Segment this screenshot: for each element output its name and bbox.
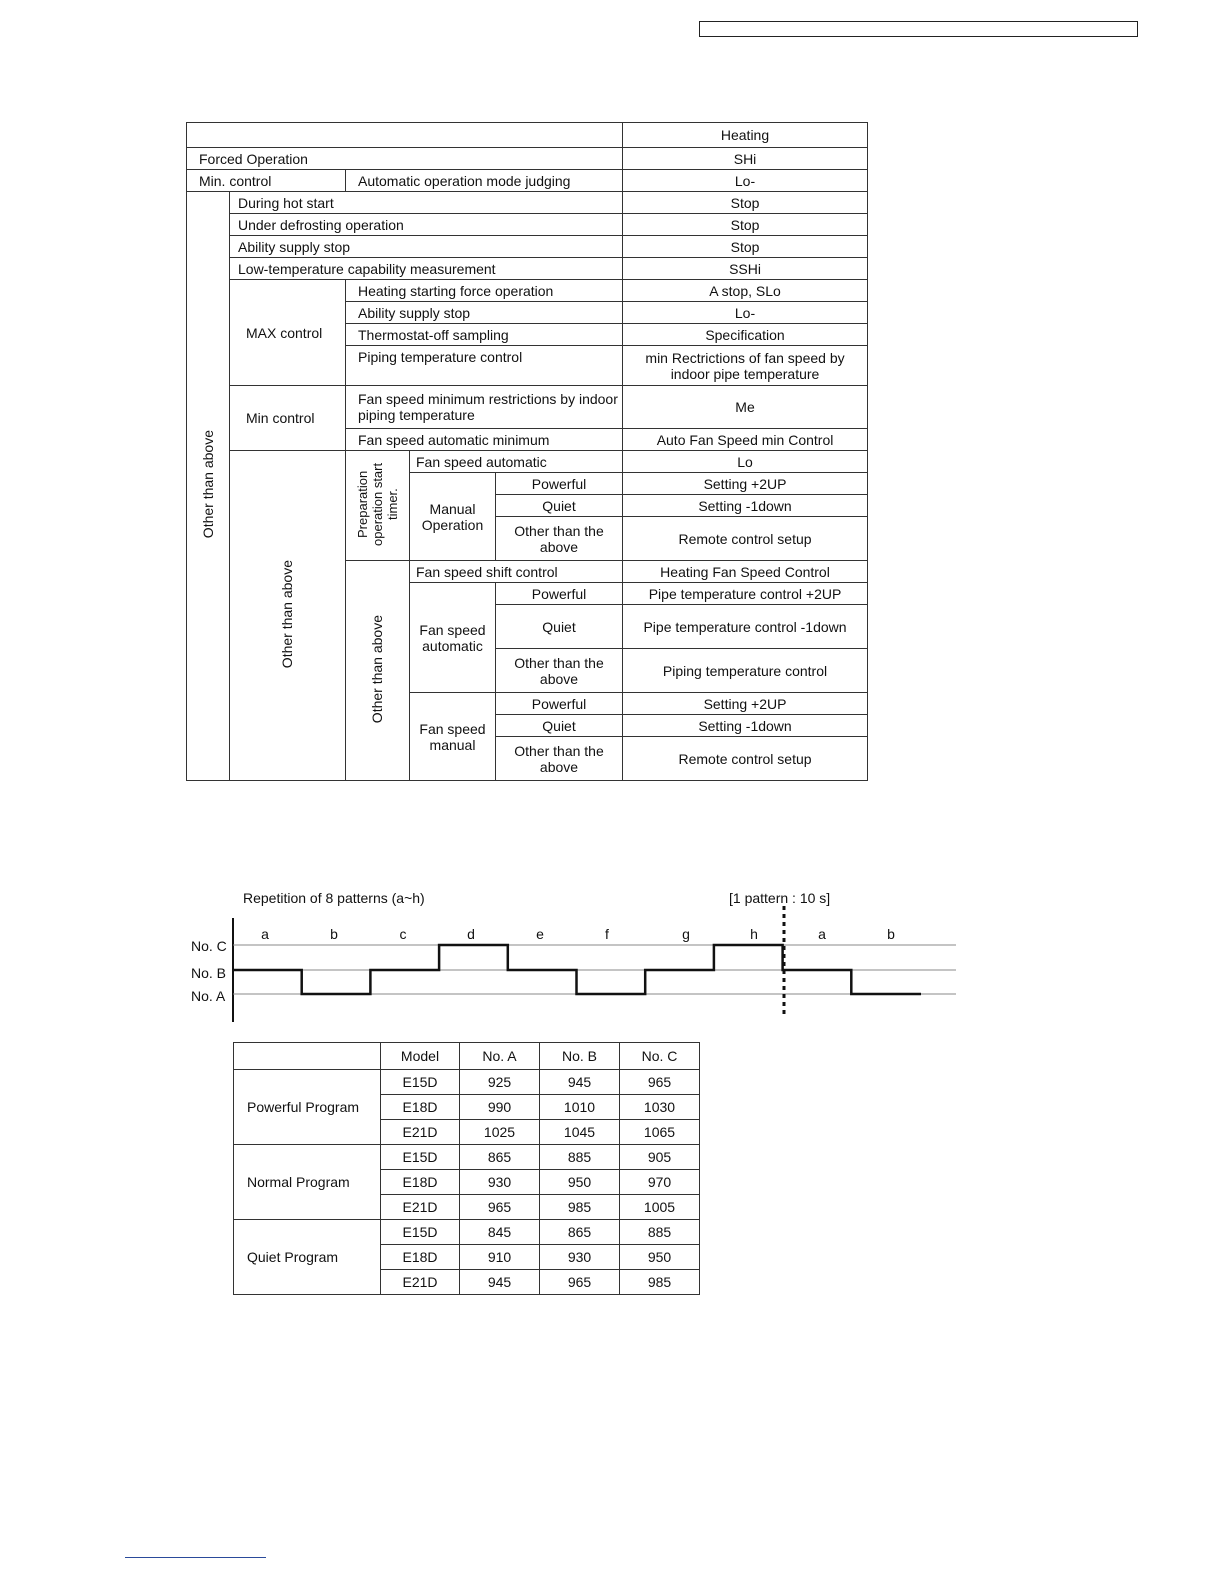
manual-operation-label: Manual Operation — [410, 473, 496, 561]
shift-control-label: Fan speed shift control — [410, 561, 623, 583]
other-than-above-middle-text: Other than above — [279, 559, 295, 669]
auto-row-value: Pipe temperature control +2UP — [623, 583, 868, 605]
pattern-label: h — [750, 926, 758, 942]
cell-no-b: 865 — [540, 1220, 620, 1245]
cell-no-c: 965 — [620, 1070, 700, 1095]
auto-mode-judging-label: Automatic operation mode judging — [346, 170, 623, 192]
cell-no-a: 945 — [460, 1270, 540, 1295]
cell-no-b: 950 — [540, 1170, 620, 1195]
defrost-value: Stop — [623, 214, 868, 236]
manual-row-value: Remote control setup — [623, 517, 868, 561]
level-label-b: No. B — [191, 965, 227, 981]
cell-no-c: 970 — [620, 1170, 700, 1195]
shift-manual-row-value: Setting +2UP — [623, 693, 868, 715]
header-blank — [234, 1043, 381, 1070]
program-name: Normal Program — [234, 1145, 381, 1220]
ability-stop-label: Ability supply stop — [230, 236, 623, 258]
max-row-label: Heating starting force operation — [346, 280, 623, 302]
pattern-period-note: [1 pattern : 10 s] — [729, 890, 831, 906]
header-no-a: No. A — [460, 1043, 540, 1070]
cell-no-c: 1005 — [620, 1195, 700, 1220]
cell-no-b: 885 — [540, 1145, 620, 1170]
cell-no-a: 925 — [460, 1070, 540, 1095]
cell-model: E18D — [381, 1170, 460, 1195]
pattern-label: f — [605, 926, 609, 942]
max-row-value: A stop, SLo — [623, 280, 868, 302]
auto-row-label: Quiet — [496, 605, 623, 649]
preparation-timer-cell — [346, 451, 410, 561]
cell-model: E18D — [381, 1095, 460, 1120]
header-heating: Heating — [623, 123, 868, 148]
shift-manual-row-label: Powerful — [496, 693, 623, 715]
defrost-label: Under defrosting operation — [230, 214, 623, 236]
cell-no-b: 945 — [540, 1070, 620, 1095]
min-control-section-label: Min control — [230, 386, 346, 451]
forced-operation-value: SHi — [623, 148, 868, 170]
fan-pattern-diagram — [0, 880, 1224, 1030]
cell-no-b: 1010 — [540, 1095, 620, 1120]
prep-fan-auto-label: Fan speed automatic — [410, 451, 623, 473]
shift-manual-row-label: Quiet — [496, 715, 623, 737]
max-row-label: Ability supply stop — [346, 302, 623, 324]
level-label-c: No. C — [191, 938, 227, 954]
header-blank — [187, 123, 623, 148]
fan-speed-automatic-label: Fan speed automatic — [410, 583, 496, 693]
cell-no-b: 985 — [540, 1195, 620, 1220]
shift-control-value: Heating Fan Speed Control — [623, 561, 868, 583]
forced-operation-label: Forced Operation — [187, 148, 623, 170]
cell-no-a: 990 — [460, 1095, 540, 1120]
max-row-label: Piping temperature control — [346, 346, 623, 386]
fan-speed-rpm-table — [233, 1042, 700, 1295]
pattern-label: b — [887, 926, 895, 942]
header-box — [699, 21, 1138, 37]
footer-link-underline — [125, 1557, 266, 1558]
cell-no-c: 1030 — [620, 1095, 700, 1120]
shift-manual-row-value: Setting -1down — [623, 715, 868, 737]
other-than-above-outer-text: Other than above — [199, 430, 216, 539]
fan-speed-manual-label: Fan speed manual — [410, 693, 496, 781]
ability-stop-value: Stop — [623, 236, 868, 258]
other-than-above-inner-text: Other than above — [369, 614, 385, 724]
cell-no-c: 1065 — [620, 1120, 700, 1145]
cell-no-b: 930 — [540, 1245, 620, 1270]
cell-no-a: 930 — [460, 1170, 540, 1195]
cell-no-a: 910 — [460, 1245, 540, 1270]
pattern-label: a — [261, 926, 269, 942]
max-row-label: Thermostat-off sampling — [346, 324, 623, 346]
header-no-c: No. C — [620, 1043, 700, 1070]
cell-no-b: 1045 — [540, 1120, 620, 1145]
cell-no-a: 965 — [460, 1195, 540, 1220]
pattern-label: a — [818, 926, 826, 942]
header-model: Model — [381, 1043, 460, 1070]
manual-row-label: Powerful — [496, 473, 623, 495]
max-row-value: min Rectrictions of fan speed by indoor pipe temperature — [623, 346, 868, 386]
other-than-above-outer — [187, 192, 230, 781]
cell-no-c: 950 — [620, 1245, 700, 1270]
cell-model: E15D — [381, 1070, 460, 1095]
low-temp-label: Low-temperature capability measurement — [230, 258, 623, 280]
max-row-value: Lo- — [623, 302, 868, 324]
min-row-label: Fan speed automatic minimum — [346, 429, 623, 451]
cell-model: E21D — [381, 1270, 460, 1295]
cell-no-a: 1025 — [460, 1120, 540, 1145]
cell-model: E15D — [381, 1145, 460, 1170]
shift-manual-row-label: Other than the above — [496, 737, 623, 781]
fan-speed-table — [186, 122, 868, 781]
program-name: Quiet Program — [234, 1220, 381, 1295]
header-no-b: No. B — [540, 1043, 620, 1070]
cell-no-a: 845 — [460, 1220, 540, 1245]
max-control-label: MAX control — [230, 280, 346, 386]
min-row-value: Me — [623, 386, 868, 429]
cell-model: E21D — [381, 1120, 460, 1145]
cell-no-c: 905 — [620, 1145, 700, 1170]
pattern-label: e — [536, 926, 544, 942]
other-than-above-middle — [230, 451, 346, 781]
hot-start-value: Stop — [623, 192, 868, 214]
level-label-a: No. A — [191, 988, 226, 1004]
auto-row-label: Other than the above — [496, 649, 623, 693]
pattern-label: d — [467, 926, 475, 942]
cell-no-c: 985 — [620, 1270, 700, 1295]
min-control-label: Min. control — [187, 170, 346, 192]
low-temp-value: SSHi — [623, 258, 868, 280]
pattern-label: g — [682, 926, 690, 942]
pattern-title: Repetition of 8 patterns (a~h) — [243, 890, 425, 906]
cell-model: E15D — [381, 1220, 460, 1245]
auto-mode-judging-value: Lo- — [623, 170, 868, 192]
cell-no-c: 885 — [620, 1220, 700, 1245]
pattern-label: c — [399, 926, 407, 942]
hot-start-label: During hot start — [230, 192, 623, 214]
auto-row-value: Pipe temperature control -1down — [623, 605, 868, 649]
cell-model: E21D — [381, 1195, 460, 1220]
cell-model: E18D — [381, 1245, 460, 1270]
shift-manual-row-value: Remote control setup — [623, 737, 868, 781]
pattern-label: b — [330, 926, 338, 942]
max-row-value: Specification — [623, 324, 868, 346]
min-row-label: Fan speed minimum restrictions by indoor piping temperature — [346, 386, 623, 429]
manual-row-label: Quiet — [496, 495, 623, 517]
manual-row-label: Other than the above — [496, 517, 623, 561]
manual-row-value: Setting +2UP — [623, 473, 868, 495]
auto-row-value: Piping temperature control — [623, 649, 868, 693]
program-name: Powerful Program — [234, 1070, 381, 1145]
auto-row-label: Powerful — [496, 583, 623, 605]
min-row-value: Auto Fan Speed min Control — [623, 429, 868, 451]
manual-row-value: Setting -1down — [623, 495, 868, 517]
preparation-timer-text: Preparation operation start timer. — [354, 462, 400, 546]
prep-fan-auto-value: Lo — [623, 451, 868, 473]
cell-no-b: 965 — [540, 1270, 620, 1295]
cell-no-a: 865 — [460, 1145, 540, 1170]
other-than-above-inner — [346, 561, 410, 781]
